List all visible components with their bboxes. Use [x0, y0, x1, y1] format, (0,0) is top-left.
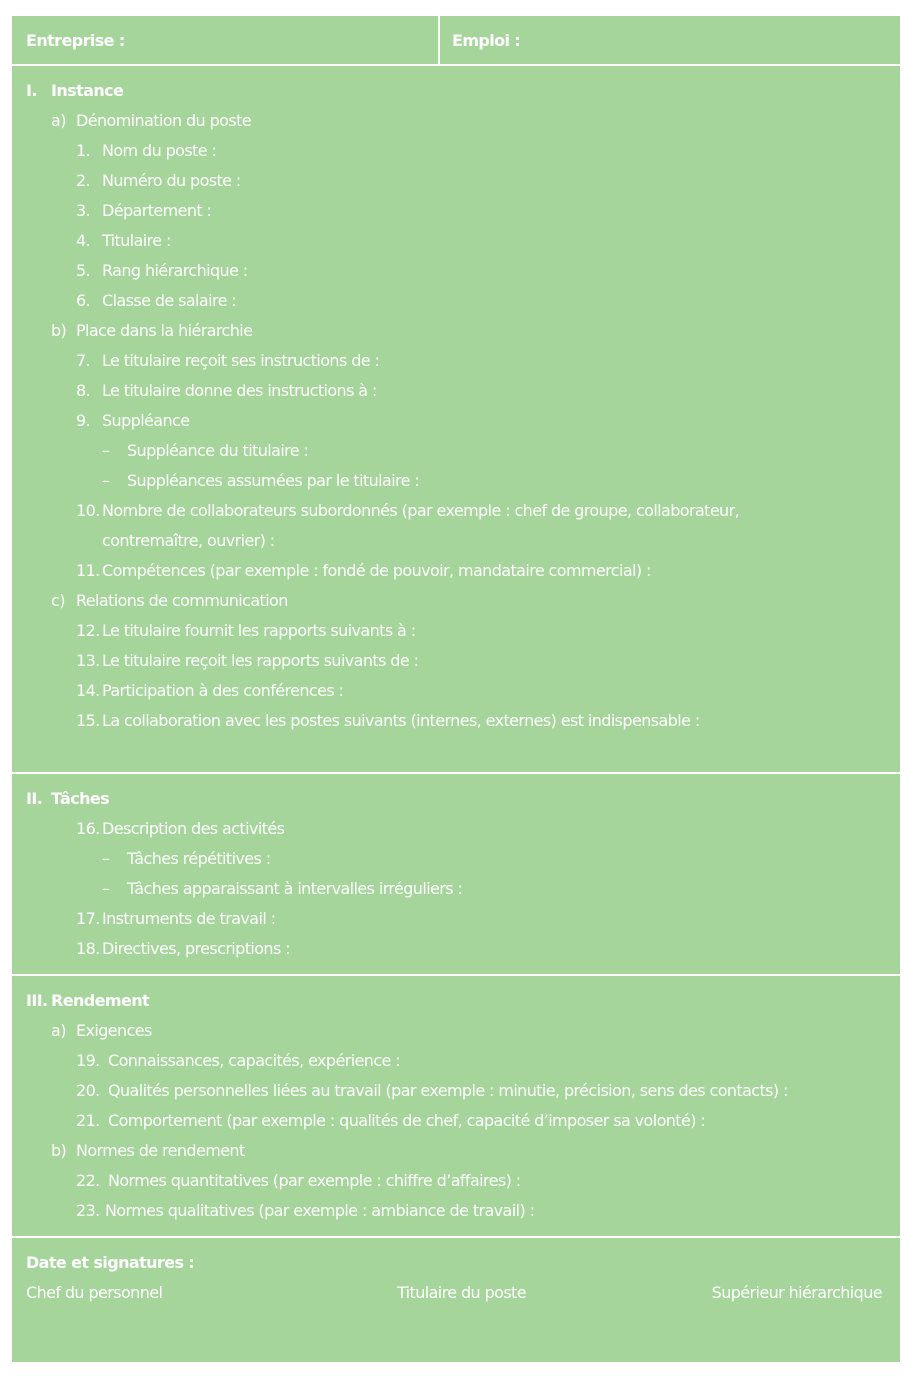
list-item: 11. Compétences (par exemple : fondé de pouvoir, mandataire commercial) :	[76, 561, 651, 580]
list-item: 7. Le titulaire reçoit ses instructions de :	[76, 351, 380, 370]
list-item: 1. Nom du poste :	[76, 141, 217, 160]
signatures-heading: Date et signatures :	[26, 1253, 195, 1272]
section-taches	[12, 774, 900, 976]
subsection-heading: b) Place dans la hiérarchie	[51, 321, 253, 340]
list-item: 12. Le titulaire fournit les rapports suivants à :	[76, 621, 416, 640]
section-heading: III. Rendement	[26, 991, 150, 1010]
section-rendement	[12, 976, 900, 1238]
list-item: 13. Le titulaire reçoit les rapports suivants de :	[76, 651, 419, 670]
emploi-label: Emploi :	[452, 30, 521, 50]
list-item: 20. Qualités personnelles liées au travail (par exemple : minutie, précision, sens des contacts) :	[76, 1081, 788, 1100]
signature-chef-du-personnel[interactable]: Chef du personnel	[26, 1283, 163, 1302]
subsection-heading: c) Relations de communication	[51, 591, 288, 610]
list-item: 21. Comportement (par exemple : qualités de chef, capacité d’imposer sa volonté) :	[76, 1111, 706, 1130]
list-item: 4. Titulaire :	[76, 231, 171, 250]
list-item: 19. Connaissances, capacités, expérience :	[76, 1051, 401, 1070]
list-item: 17. Instruments de travail :	[76, 909, 276, 928]
list-item: 9. Suppléance	[76, 411, 190, 430]
signature-superieur-hierarchique[interactable]: Supérieur hiérarchique	[711, 1283, 882, 1302]
subsection-heading: b) Normes de rendement	[51, 1141, 245, 1160]
section-heading: II. Tâches	[26, 789, 110, 808]
list-item: 5. Rang hiérarchique :	[76, 261, 248, 280]
list-item: 14. Participation à des conférences :	[76, 681, 344, 700]
sub-list-item: – Suppléances assumées par le titulaire :	[102, 471, 420, 490]
section-instance	[12, 66, 900, 774]
subsection-heading: a) Dénomination du poste	[51, 111, 251, 130]
entreprise-label: Entreprise :	[26, 30, 125, 50]
entreprise-field[interactable]	[12, 16, 440, 64]
job-description-form	[12, 16, 900, 1362]
section-heading: I. Instance	[26, 81, 124, 100]
list-item: 18. Directives, prescriptions :	[76, 939, 290, 958]
subsection-heading: a) Exigences	[51, 1021, 152, 1040]
sub-list-item: – Tâches répétitives :	[102, 849, 271, 868]
sub-list-item: – Suppléance du titulaire :	[102, 441, 309, 460]
list-item: 6. Classe de salaire :	[76, 291, 237, 310]
list-item: 23. Normes qualitatives (par exemple : ambiance de travail) :	[76, 1201, 535, 1220]
list-item: 3. Département :	[76, 201, 212, 220]
list-item-continuation: contremaître, ouvrier) :	[102, 531, 275, 550]
list-item: 8. Le titulaire donne des instructions à :	[76, 381, 377, 400]
signature-titulaire-du-poste[interactable]: Titulaire du poste	[397, 1283, 526, 1302]
emploi-field[interactable]	[440, 16, 900, 64]
list-item: 10. Nombre de collaborateurs subordonnés (par exemple : chef de groupe, collaborateur,	[76, 501, 740, 520]
sub-list-item: – Tâches apparaissant à intervalles irréguliers :	[102, 879, 463, 898]
list-item: 2. Numéro du poste :	[76, 171, 241, 190]
list-item: 16. Description des activités	[76, 819, 285, 838]
section-signatures	[12, 1238, 900, 1362]
header-row	[12, 16, 900, 66]
list-item: 15. La collaboration avec les postes suivants (internes, externes) est indispensable :	[76, 711, 700, 730]
list-item: 22. Normes quantitatives (par exemple : chiffre d’affaires) :	[76, 1171, 521, 1190]
